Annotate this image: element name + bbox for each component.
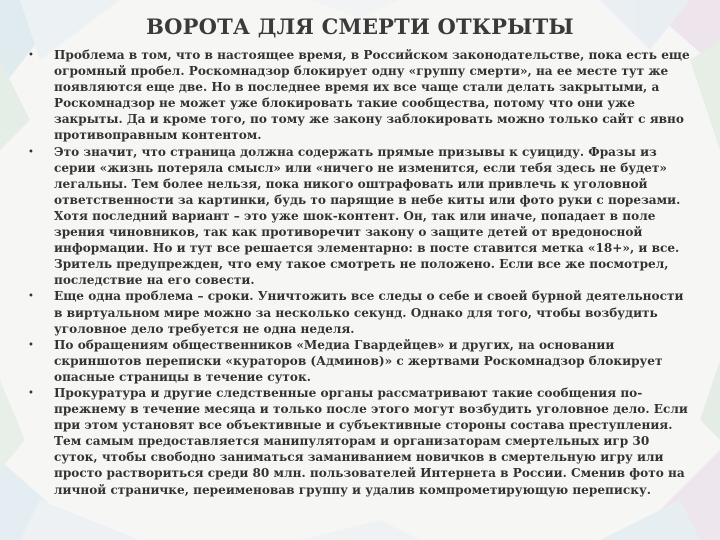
slide-title: ВОРОТА ДЛЯ СМЕРТИ ОТКРЫТЫ [146,14,574,39]
list-item [28,144,693,289]
paragraph-text: Это значит, что страница должна содержать прямые призывы к суициду. Фразы из серии «жизнь потеряла смысл» или «ничего не изменится, если тебя здесь не будет» легальны. Тем более нельзя, пока никого оштрафовать или привлечь к уголовной ответственности за картинки, будь то парящие в небе киты или фото руки с порезами. Хотя последний вариант – это уже шок-контент. Он, так или иначе, попадает в поле зрения чиновников, так как противоречит закону о защите детей от вредоносной информации. Но и тут все решается элементарно: в посте ставится метка «18+», и все. Зритель предупрежден, что ему такое смотреть не положено. Если все же посмотрел, последствие на его совести. [54,144,681,288]
paragraph-text: Прокуратура и другие следственные органы рассматривают такие сообщения по-прежнему в течение месяца и только после этого могут возбудить уголовное дело. Если при этом установят все объективные и субъективные стороны состава преступления. Тем самым предоставляется манипуляторам и организаторам смертельных игр 30 суток, чтобы свободно заниматься заманиванием новичков в смертельную игру или просто раствориться среди 80 млн. пользователей Интернета в России. Сменив фото на личной страничке, переименовав группу и удалив компрометирующую переписку. [54,385,688,497]
list-item [28,337,693,385]
bullet-icon: • [28,50,34,61]
bullet-list [28,47,693,498]
bullet-icon: • [28,339,34,351]
paragraph-text: Еще одна проблема – сроки. Уничтожить все следы о себе и своей бурной деятельности в виртуальном мире можно за несколько секунд. Однако для того, чтобы возбудить уголовное дело требуется не одна неделя. [54,289,684,336]
paragraph-text: Проблема в том, что в настоящее время, в Российском законодательстве, пока есть еще огромный пробел. Роскомнадзор блокирует одну «группу смерти», на ее месте тут же появляются еще две. Но в последнее время их все чаще стали делать закрытыми, а Роскомнадзор не может уже блокировать такие сообщества, потому что они уже закрыты. Да и кроме того, по тому же закону заблокировать можно только сайт с явно противоправным контентом. [54,48,690,143]
paragraph-text: По обращениям общественников «Медиа Гвардейцев» и других, на основании скриншотов переписки «кураторов (Админов)» с жертвами Роскомнадзор блокирует опасные страницы в течение суток. [54,337,663,384]
list-item [28,385,693,498]
list-item [28,288,693,336]
bullet-icon: • [28,291,34,303]
list-item [28,47,693,144]
bullet-icon: • [28,387,34,399]
bullet-icon: • [28,146,34,158]
